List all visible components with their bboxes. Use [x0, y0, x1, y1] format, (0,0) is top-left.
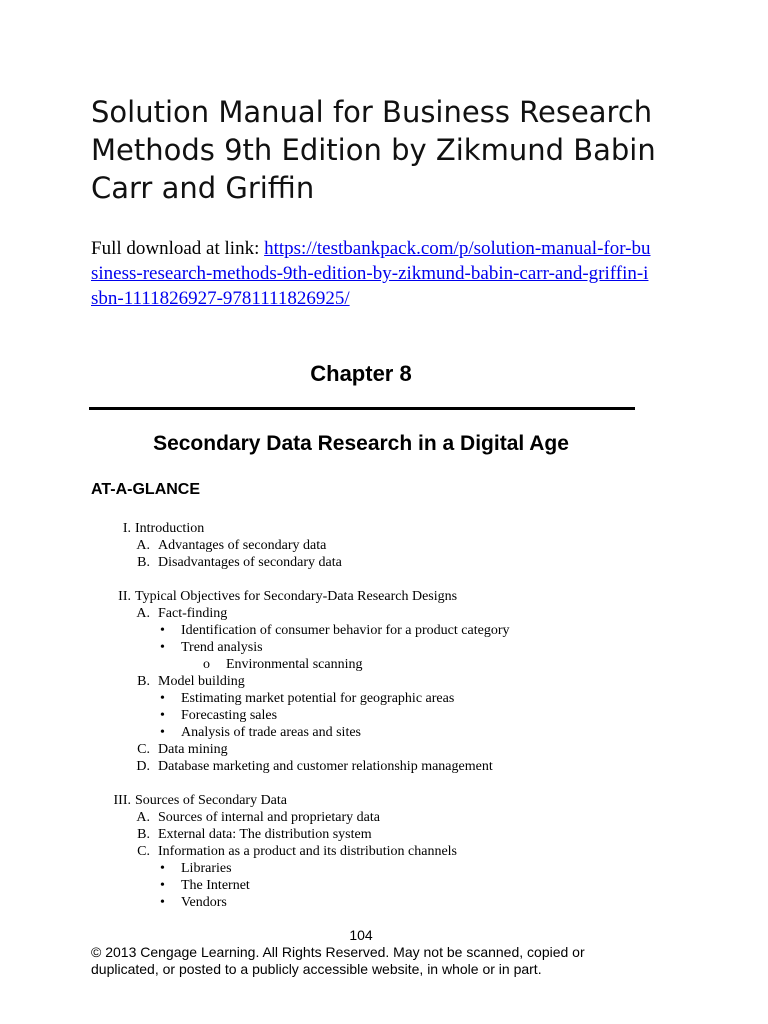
- document-title: Solution Manual for Business Research Methods 9th Edition by Zikmund Babin Carr and Griffin: [91, 95, 656, 205]
- outline-marker: B.: [137, 555, 150, 570]
- outline-marker: III.: [113, 793, 131, 808]
- page-number: 104: [349, 927, 373, 943]
- outline-text: Sources of internal and proprietary data: [158, 810, 380, 825]
- download-line: [91, 236, 651, 311]
- outline-marker: •: [160, 623, 165, 638]
- outline-text: Vendors: [181, 895, 227, 910]
- outline-item: [0, 843, 768, 860]
- outline-marker: •: [160, 895, 165, 910]
- outline-item: [0, 809, 768, 826]
- outline-text: The Internet: [181, 878, 250, 893]
- outline-text: Data mining: [158, 742, 228, 757]
- outline-marker: •: [160, 861, 165, 876]
- outline-marker: •: [160, 708, 165, 723]
- outline-text: Analysis of trade areas and sites: [181, 725, 361, 740]
- outline-list: [0, 520, 768, 911]
- outline-text: External data: The distribution system: [158, 827, 372, 842]
- copyright-notice: © 2013 Cengage Learning. All Rights Reserved. May not be scanned, copied or duplicated, or posted to a publicly accessible website, in whole or in part.: [91, 944, 585, 977]
- outline-marker: I.: [122, 521, 131, 536]
- outline-item: [0, 690, 768, 707]
- outline-item: [0, 537, 768, 554]
- outline-item: [0, 877, 768, 894]
- outline-item: [0, 639, 768, 656]
- outline-item: [0, 588, 768, 605]
- horizontal-rule: [89, 407, 635, 410]
- outline-text: Estimating market potential for geographic areas: [181, 691, 455, 706]
- outline-text: Forecasting sales: [181, 708, 278, 723]
- outline-text: Libraries: [181, 861, 232, 876]
- outline-item: [0, 656, 768, 673]
- outline-gap: [0, 571, 768, 588]
- outline-marker: C.: [137, 844, 150, 859]
- outline-item: [0, 758, 768, 775]
- outline-item: [0, 741, 768, 758]
- outline-text: Identification of consumer behavior for a product category: [181, 623, 510, 638]
- download-link[interactable]: https://testbankpack.com/p/solution-manual-for-business-research-methods-9th-edition-by-zikmund-babin-carr-and-griffin-isbn-1111826927-9781111826925/: [91, 238, 651, 309]
- outline-marker: B.: [137, 674, 150, 689]
- outline-marker: A.: [136, 810, 150, 825]
- outline-marker: o: [203, 657, 210, 672]
- outline-item: [0, 826, 768, 843]
- outline-item: [0, 520, 768, 537]
- section-heading: AT-A-GLANCE: [91, 481, 201, 498]
- outline-marker: B.: [137, 827, 150, 842]
- outline-text: Trend analysis: [181, 640, 263, 655]
- outline-marker: II.: [118, 589, 131, 604]
- page-footer: [91, 927, 651, 978]
- outline-text: Sources of Secondary Data: [135, 793, 288, 808]
- download-prefix: Full download at link:: [91, 238, 265, 259]
- outline-text: Advantages of secondary data: [158, 538, 327, 553]
- outline-marker: •: [160, 878, 165, 893]
- outline-text: Environmental scanning: [226, 657, 363, 672]
- outline-item: [0, 605, 768, 622]
- outline-marker: •: [160, 725, 165, 740]
- outline-marker: •: [160, 640, 165, 655]
- outline-item: [0, 673, 768, 690]
- outline-item: [0, 894, 768, 911]
- outline-marker: C.: [137, 742, 150, 757]
- outline-text: Typical Objectives for Secondary-Data Research Designs: [135, 589, 458, 604]
- outline-text: Information as a product and its distribution channels: [158, 844, 457, 859]
- outline-text: Introduction: [135, 521, 205, 536]
- chapter-subtitle: Secondary Data Research in a Digital Age: [153, 432, 569, 455]
- outline-text: Fact-finding: [158, 606, 228, 621]
- outline-item: [0, 792, 768, 809]
- chapter-heading: Chapter 8: [310, 361, 412, 386]
- outline-text: Model building: [158, 674, 245, 689]
- outline-text: Disadvantages of secondary data: [158, 555, 342, 570]
- outline-item: [0, 554, 768, 571]
- outline-item: [0, 622, 768, 639]
- outline-marker: A.: [136, 606, 150, 621]
- outline-gap: [0, 775, 768, 792]
- outline-marker: A.: [136, 538, 150, 553]
- outline-marker: D.: [136, 759, 150, 774]
- outline-text: Database marketing and customer relationship management: [158, 759, 493, 774]
- outline-item: [0, 724, 768, 741]
- outline-item: [0, 860, 768, 877]
- outline-item: [0, 707, 768, 724]
- outline-marker: •: [160, 691, 165, 706]
